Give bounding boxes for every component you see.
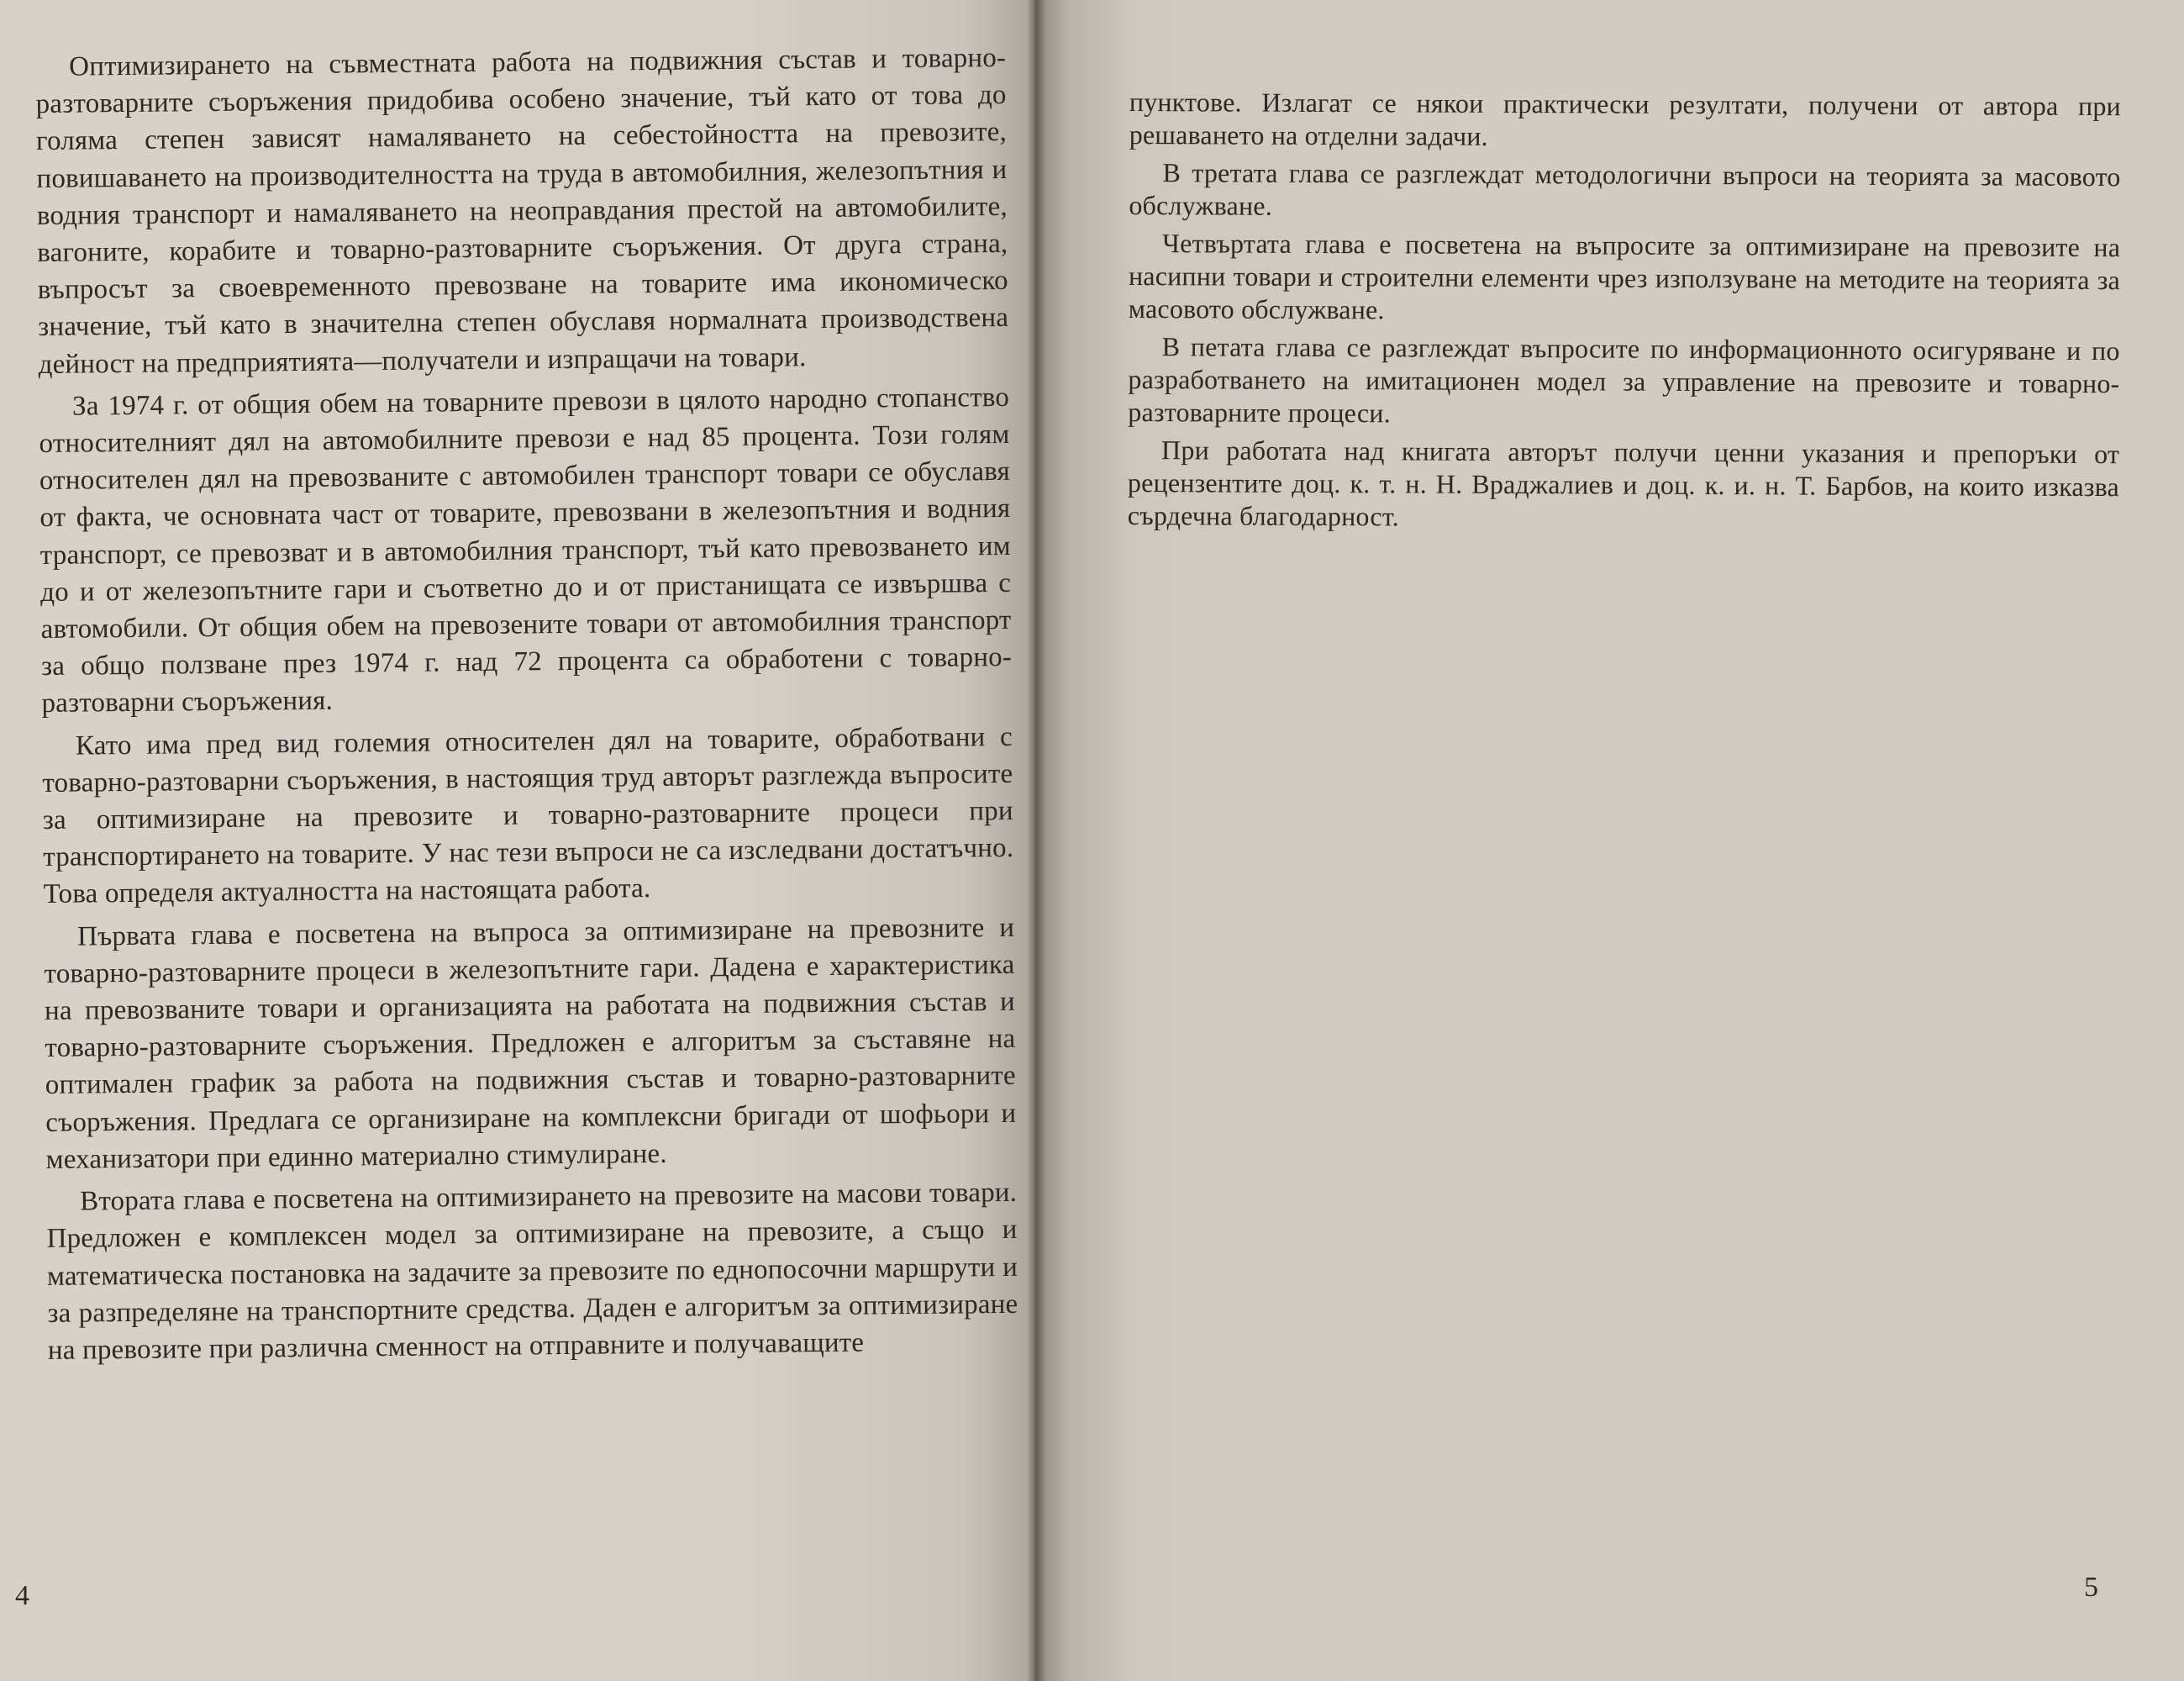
page-number-right: 5: [2084, 1572, 2098, 1603]
paragraph-1974-statistics: За 1974 г. от общия обем на товарните превози в цялото народно стопанство относителният дял на автомобилните превози е над 85 процента. Този голям относителен дял на превозваните с автомобилен транспорт товари се обуславя от факта, че основната част от товарите, превозвани в железопътния и водния транспорт, се превозват и в автомобилния транспорт, тъй като превозването им до и от железопътните гари и съответно до и от пристанищата се извършва с автомобили. От общия обем на превозените товари от автомобилния транспорт за общо ползване през 1974 г. над 72 процента са обработени с товарно-разтоварни съоръжения.: [39, 382, 1013, 719]
left-page-text: [35, 40, 1018, 1374]
paragraph-chapter-four: Четвъртата глава е посветена на въпросите за оптимизиране на превозите на насипни товари и строителни елементи чрез използуване на методите на теорията за масовото обслужване.: [1128, 228, 2121, 325]
paragraph-chapter-three: В третата глава се разглеждат методологични въпроси на теорията за масовото обслужване.: [1129, 157, 2121, 221]
right-page: [1035, 0, 2184, 1681]
paragraph-continuation: пунктове. Излагат се някои практически резултати, получени от автора при решаването на отделни задачи.: [1129, 86, 2121, 151]
paragraph-optimization-intro: Оптимизирането на съвместната работа на подвижния състав и товарно-разтоварните съоръжения придобива особено значение, тъй като от това до голяма степен зависят намаляването на себестойността на превозите, повишаването на производителността на труда в автомобилния, железопътния и водния транспорт и намаляването на неоправдания престой на автомобилите, вагоните, корабите и товарно-разтоварните съоръжения. От друга страна, въпросът за своевременното превозване на товарите има икономическо значение, тъй като в значителна степен обуславя нормалната производствена дейност на предприятията—получатели и изпращачи на товари.: [35, 42, 1009, 380]
book-gutter: [1027, 0, 1045, 1681]
paragraph-chapter-five: В петата глава се разглеждат въпросите по информационното осигуряване и по разработването на имитационен модел за управление на превозите и товарно-разтоварните процеси.: [1128, 331, 2120, 429]
right-page-text: [1128, 86, 2121, 541]
paragraph-scope: Като има пред вид големия относителен дял на товарите, обработвани с товарно-разтоварни съоръжения, в настоящия труд авторът разглежда въпросите за оптимизиране на превозите и товарно-разтоварните процеси при транспортирането на товарите. У нас тези въпроси не са изследвани достатъчно. Това определя актуалността на настоящата работа.: [42, 721, 1014, 910]
paragraph-chapter-two: Втората глава е посветена на оптимизирането на превозите на масови товари. Предложен е комплексен модел за оптимизиране на превозите, а също и математическа постановка на задачите за превозите по еднопосочни маршрути и за разпределяне на транспортните средства. Даден е алгоритъм за оптимизиране на превозите при различна сменност на отправните и получаващите: [46, 1177, 1018, 1366]
left-page: [0, 0, 1035, 1681]
page-number-left: 4: [15, 1580, 29, 1611]
paragraph-acknowledgements: При работата над книгата авторът получи ценни указания и препоръки от рецензентите доц. к. т. н. Н. Враджалиев и доц. к. и. н. Т. Барбов, на които изказва сърдечна благодарност.: [1127, 435, 2120, 532]
paragraph-chapter-one: Първата глава е посветена на въпроса за оптимизиране на превозните и товарно-разтоварните процеси в железопътните гари. Дадена е характеристика на превозваните товари и организацията на работата на подвижния състав и товарно-разтоварните съоръжения. Предложен е алгоритъм за съставяне на оптимален график за работа на подвижния състав и товарно-разтоварните съоръжения. Предлага се организиране на комплексни бригади от шофьори и механизатори при единно материално стимулиране.: [44, 912, 1017, 1175]
